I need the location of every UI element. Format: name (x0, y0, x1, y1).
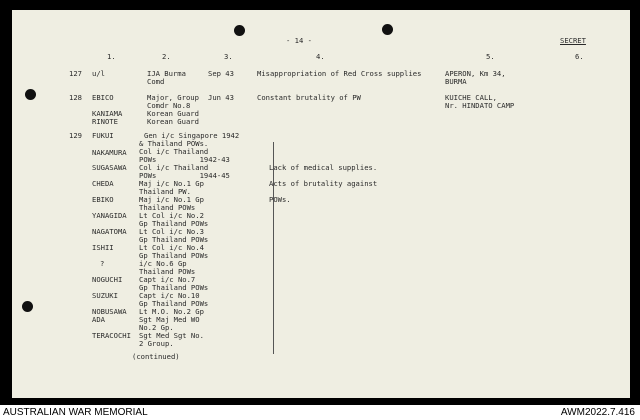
rank-line: Maj i/c No.1 Gp (139, 179, 204, 188)
rank-line: Thailand POWs (139, 203, 196, 212)
rank-line: 2 Group. (139, 339, 174, 348)
grouping-brace (267, 142, 274, 354)
entry-number: 129 (69, 131, 82, 140)
punch-hole (22, 301, 33, 312)
accused-name: NAKAMURA (92, 148, 127, 157)
rank-line: Col i/c Thailand (139, 163, 209, 172)
date: Jun 43 (208, 93, 234, 102)
column-number: 6. (575, 52, 584, 61)
date: Sep 43 (208, 69, 234, 78)
rank-line: Col i/c Thailand (139, 147, 209, 156)
rank-line: Maj i/c No.1 Gp (139, 195, 204, 204)
accused-name: u/l (92, 69, 105, 78)
institution-label: AUSTRALIAN WAR MEMORIAL (3, 407, 148, 418)
offence: Constant brutality of PW (257, 93, 361, 102)
punch-hole (234, 25, 245, 36)
accused-name: EBIKO (92, 195, 114, 204)
punch-hole (25, 89, 36, 100)
rank-line: Capt i/c No.10 (139, 291, 200, 300)
document-page (12, 10, 630, 398)
accused-name: KANIAMA (92, 109, 123, 118)
rank-line: Lt Col i/c No.3 (139, 227, 204, 236)
place-line: BURMA (445, 77, 467, 86)
accused-name: SUZUKI (92, 291, 118, 300)
place-line: Nr. HINDATO CAMP (445, 101, 515, 110)
rank-line: IJA Burma (147, 69, 186, 78)
accused-name: NOGUCHI (92, 275, 123, 284)
accused-name: FUKUI (92, 131, 114, 140)
accused-name: SUGASAWA (92, 163, 127, 172)
rank-line: Major, Group (147, 93, 199, 102)
rank-line: Lt Col i/c No.2 (139, 211, 204, 220)
rank-line: Capt i/c No.7 (139, 275, 196, 284)
entry-number: 128 (69, 93, 82, 102)
rank-line: Sgt Med Sgt No. (139, 331, 204, 340)
rank-line: Gen i/c Singapore 1942 (144, 131, 240, 140)
rank-line: Thailand POWs (139, 267, 196, 276)
punch-hole (382, 24, 393, 35)
column-number: 1. (107, 52, 116, 61)
rank-line: i/c No.6 Gp (139, 259, 187, 268)
rank-line: Thailand PW. (139, 187, 191, 196)
rank-line: Lt M.O. No.2 Gp (139, 307, 204, 316)
rank-line: Sgt Maj Med WO (139, 315, 200, 324)
accused-name: CHEDA (92, 179, 114, 188)
rank-line: Gp Thailand POWs (139, 251, 209, 260)
rank-line: Gp Thailand POWs (139, 219, 209, 228)
accused-name: ADA (92, 315, 105, 324)
continued-note: (continued) (132, 352, 180, 361)
page-number: - 14 - (286, 36, 312, 45)
offence: Acts of brutality against (269, 179, 378, 188)
archive-footer (0, 405, 640, 420)
accused-name: NAGATOMA (92, 227, 127, 236)
rank-line: Gp Thailand POWs (139, 235, 209, 244)
offence: Lack of medical supplies. (269, 163, 378, 172)
rank-line: Comd (147, 77, 165, 86)
accused-name: ? (100, 259, 105, 268)
rank-line: Comdr No.8 (147, 101, 191, 110)
place-line: APERON, Km 34, (445, 69, 506, 78)
accession-number: AWM2022.7.416 (560, 407, 635, 418)
accused-name: TERACOCHI (92, 331, 131, 340)
rank-line: No.2 Gp. (139, 323, 174, 332)
offence: Misappropriation of Red Cross supplies (257, 69, 422, 78)
offence: POWs. (269, 195, 291, 204)
column-number: 4. (316, 52, 325, 61)
rank-line: Korean Guard (147, 109, 199, 118)
accused-name: YANAGIDA (92, 211, 127, 220)
column-number: 5. (486, 52, 495, 61)
accused-name: EBICO (92, 93, 114, 102)
rank-line: POWs 1944-45 (139, 171, 230, 180)
column-number: 2. (162, 52, 171, 61)
rank-line: Lt Col i/c No.4 (139, 243, 204, 252)
rank-line: POWs 1942-43 (139, 155, 230, 164)
rank-line: & Thailand POWs. (139, 139, 209, 148)
accused-name: NOBUSAWA (92, 307, 127, 316)
accused-name: RINOTE (92, 117, 118, 126)
place-line: KUICHE CALL, (445, 93, 497, 102)
classification-label: SECRET (560, 36, 586, 45)
rank-line: Gp Thailand POWs (139, 283, 209, 292)
rank-line: Korean Guard (147, 117, 199, 126)
column-number: 3. (224, 52, 233, 61)
rank-line: Gp Thailand POWs (139, 299, 209, 308)
entry-number: 127 (69, 69, 82, 78)
accused-name: ISHII (92, 243, 114, 252)
